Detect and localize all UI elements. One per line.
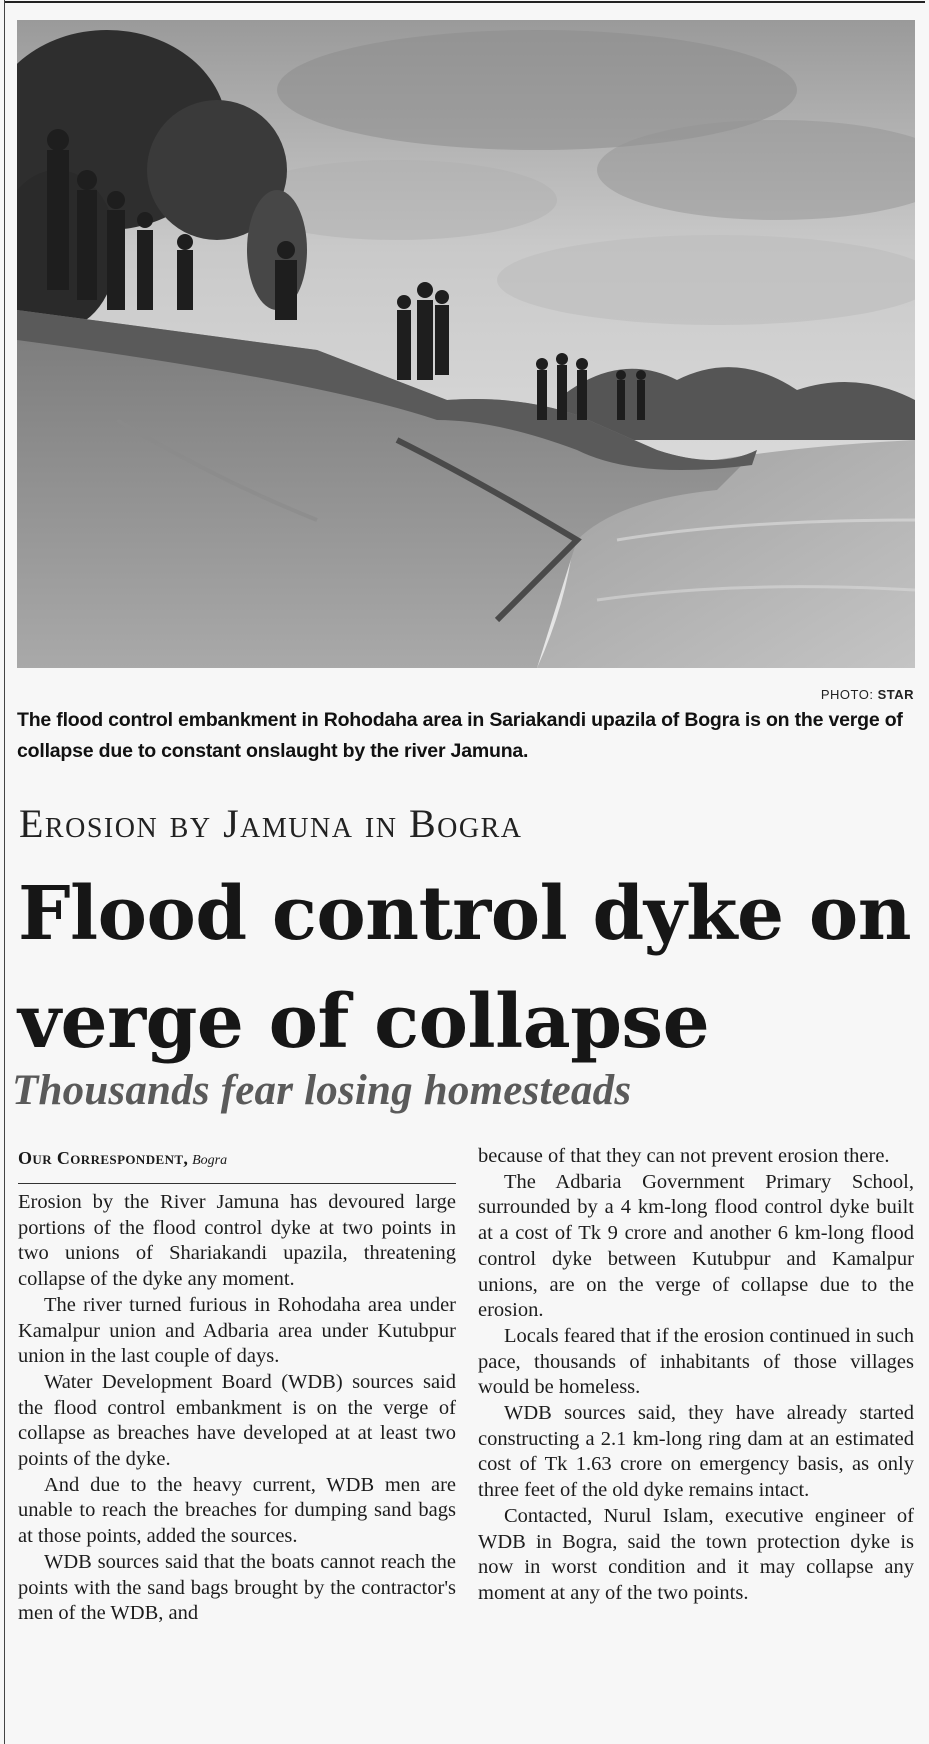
photo-credit	[821, 687, 914, 702]
paragraph: The Adbaria Government Primary School, surrounded by a 4 km-long flood control dyke built at a cost of Tk 9 crore and another 6 km-long flood control dyke between Kutubpur and Kamalpur unions, are on the verge of collapse due to the erosion.	[478, 1170, 914, 1322]
riverbank-erosion-photo	[17, 20, 915, 668]
paragraph: Water Development Board (WDB) sources said the flood control embankment is on the verge of collapse as breaches have developed at at least two points of the dyke.	[18, 1370, 456, 1471]
byline-place: Bogra	[192, 1153, 228, 1168]
article-column-2	[478, 1144, 914, 1607]
byline	[18, 1148, 456, 1184]
paragraph: Erosion by the River Jamuna has devoured large portions of the flood control dyke at two points in two unions of Shariakandi upazila, threatening collapse of the dyke any moment.	[18, 1191, 456, 1291]
column-rule	[4, 0, 5, 1744]
paragraph: Contacted, Nurul Islam, executive engineer of WDB in Bogra, said the town protection dyke is now in worst condition and it may collapse any moment at any of the two points.	[478, 1504, 914, 1604]
paragraph: And due to the heavy current, WDB men are unable to reach the breaches for dumping sand bags at those points, added the sources.	[18, 1473, 456, 1548]
photo-credit-source: STAR	[877, 687, 914, 702]
paragraph: WDB sources said, they have already started constructing a 2.1 km-long ring dam at an estimated cost of Tk 1.63 crore on emergency basis, as only three feet of the old dyke remains intact.	[478, 1402, 914, 1502]
photo-credit-label: PHOTO:	[820, 687, 878, 702]
kicker-headline: Erosion by Jamuna in Bogra	[19, 801, 523, 846]
top-rule	[4, 1, 925, 3]
sub-headline: Thousands fear losing homesteads	[12, 1067, 632, 1114]
paragraph: The river turned furious in Rohodaha area under Kamalpur union and Adbaria area under Kutubpur union in the last couple of days.	[18, 1293, 456, 1368]
paragraph: because of that they can not prevent erosion there.	[478, 1145, 890, 1167]
byline-author: Our Correspondent,	[18, 1148, 189, 1168]
paragraph: Locals feared that if the erosion continued in such pace, thousands of inhabitants of those villages would be homeless.	[478, 1324, 914, 1399]
article-column-1	[18, 1190, 456, 1627]
paragraph: WDB sources said that the boats cannot reach the points with the sand bags brought by the contractor's men of the WDB, and	[18, 1550, 456, 1625]
main-headline: Flood control dyke on verge of collapse	[18, 871, 912, 1065]
photo-caption: The flood control embankment in Rohodaha area in Sariakandi upazila of Bogra is on the verge of collapse due to constant onslaught by the river Jamuna.	[17, 709, 903, 762]
photo-illustration	[17, 20, 915, 668]
